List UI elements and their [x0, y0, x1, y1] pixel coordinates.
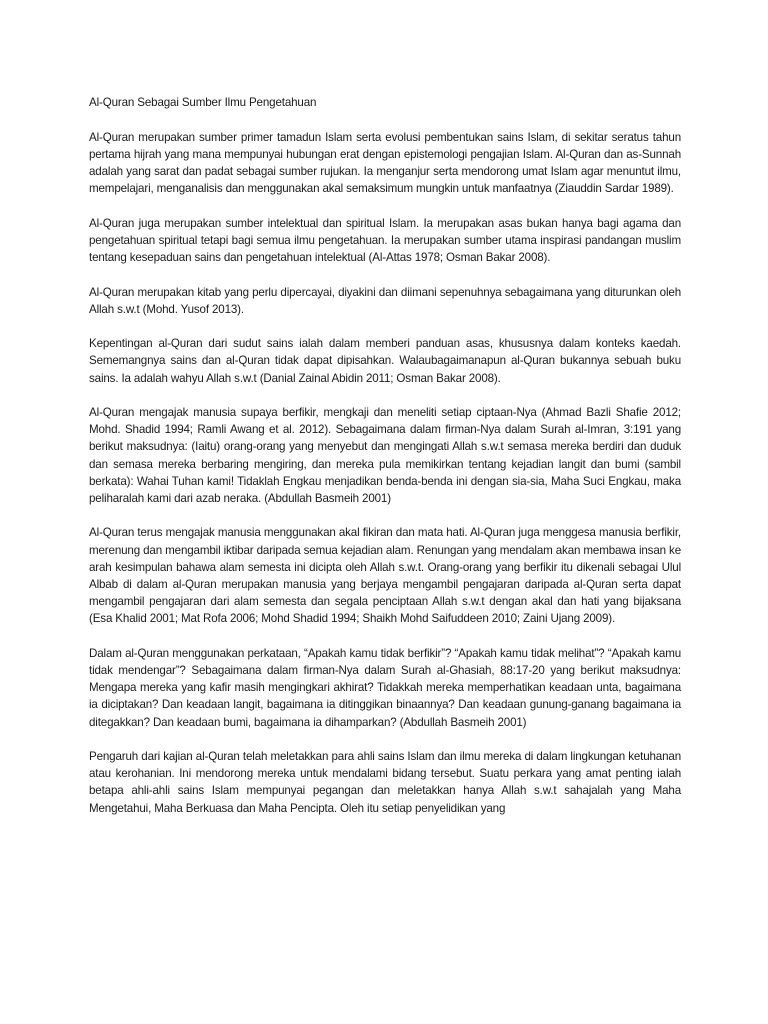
paragraph-6: Al-Quran terus mengajak manusia menggunakan akal fikiran dan mata hati. Al-Quran juga menggesa manusia berfikir, merenung dan mengambil iktibar daripada semua kejadian alam. Renungan yang mendalam akan membawa insan ke arah kesimpulan bahawa alam semesta ini dicipta oleh Allah s.w.t. Orang-orang yang berfikir itu dikenali sebagai Ulul Albab di dalam al-Quran merupakan manusia yang berjaya mengambil pengajaran daripada al-Quran serta dapat mengambil pengajaran dari alam semesta dan segala penciptaan Allah s.w.t dengan akal dan hati yang bijaksana (Esa Khalid 2001; Mat Rofa 2006; Mohd Shadid 1994; Shaikh Mohd Saifuddeen 2010; Zaini Ujang 2009).	[89, 526, 681, 626]
paragraph-2: Al-Quran juga merupakan sumber intelektual dan spiritual Islam. Ia merupakan asas bukan hanya bagi agama dan pengetahuan spiritual tetapi bagi semua ilmu pengetahuan. Ia merupakan sumber utama inspirasi pandangan muslim tentang kesepaduan sains dan pengetahuan intelektual (Al-Attas 1978; Osman Bakar 2008).	[89, 216, 681, 265]
paragraph-5: Al-Quran mengajak manusia supaya berfikir, mengkaji dan meneliti setiap ciptaan-Nya (Ahmad Bazli Shafie 2012; Mohd. Shadid 1994; Ramli Awang et al. 2012). Sebagaimana dalam firman-Nya dalam Surah al-Imran, 3:191 yang berikut maksudnya: (Iaitu) orang-orang yang menyebut dan mengingati Allah s.w.t semasa mereka berdiri dan duduk dan semasa mereka berbaring mengiring, dan mereka pula memikirkan tentang kejadian langit dan bumi (sambil berkata): Wahai Tuhan kami! Tidaklah Engkau menjadikan benda-benda ini dengan sia-sia, Maha Suci Engkau, maka peliharalah kami dari azab neraka. (Abdullah Basmeih 2001)	[89, 405, 681, 505]
paragraph-7: Dalam al-Quran menggunakan perkataan, “Apakah kamu tidak berfikir”? “Apakah kamu tidak melihat”? “Apakah kamu tidak mendengar”? Sebagaimana dalam firman-Nya dalam Surah al-Ghasiah, 88:17-20 yang berikut maksudnya: Mengapa mereka yang kafir masih mengingkari akhirat? Tidakkah mereka memperhatikan keadaan unta, bagaimana ia diciptakan? Dan keadaan langit, bagaimana ia ditinggikan binaannya? Dan keadaan gunung-ganang bagaimana ia ditegakkan? Dan keadaan bumi, bagaimana ia dihamparkan? (Abdullah Basmeih 2001)	[89, 646, 681, 729]
paragraph-1: Al-Quran merupakan sumber primer tamadun Islam serta evolusi pembentukan sains Islam, di sekitar seratus tahun pertama hijrah yang mana mempunyai hubungan erat dengan epistemologi pengajian Islam. Al-Quran dan as-Sunnah adalah yang sarat dan padat sebagai sumber rujukan. Ia menganjur serta mendorong umat Islam agar menuntut ilmu, mempelajari, menganalisis dan menggunakan akal semaksimum mungkin untuk manfaatnya (Ziauddin Sardar 1989).	[89, 130, 681, 196]
document-title: Al-Quran Sebagai Sumber Ilmu Pengetahuan	[89, 96, 317, 109]
paragraph-4: Kepentingan al-Quran dari sudut sains ialah dalam memberi panduan asas, khususnya dalam konteks kaedah. Sememangnya sains dan al-Quran tidak dapat dipisahkan. Walaubagaimanapun al-Quran bukannya sebuah buku sains. Ia adalah wahyu Allah s.w.t (Danial Zainal Abidin 2011; Osman Bakar 2008).	[89, 337, 681, 385]
paragraph-3: Al-Quran merupakan kitab yang perlu dipercayai, diyakini dan diimani sepenuhnya sebagaimana yang diturunkan oleh Allah s.w.t (Mohd. Yusof 2013).	[89, 285, 681, 316]
paragraph-8: Pengaruh dari kajian al-Quran telah meletakkan para ahli sains Islam dan ilmu mereka di dalam lingkungan ketuhanan atau kerohanian. Ini mendorong mereka untuk mendalami bidang tersebut. Suatu perkara yang amat penting ialah betapa ahli-ahli sains Islam mempunyai pegangan dan meletakkan hanya Allah s.w.t sahajalah yang Maha Mengetahui, Maha Berkuasa dan Maha Pencipta. Oleh itu setiap penyelidikan yang	[89, 749, 681, 815]
document-body	[89, 94, 681, 817]
